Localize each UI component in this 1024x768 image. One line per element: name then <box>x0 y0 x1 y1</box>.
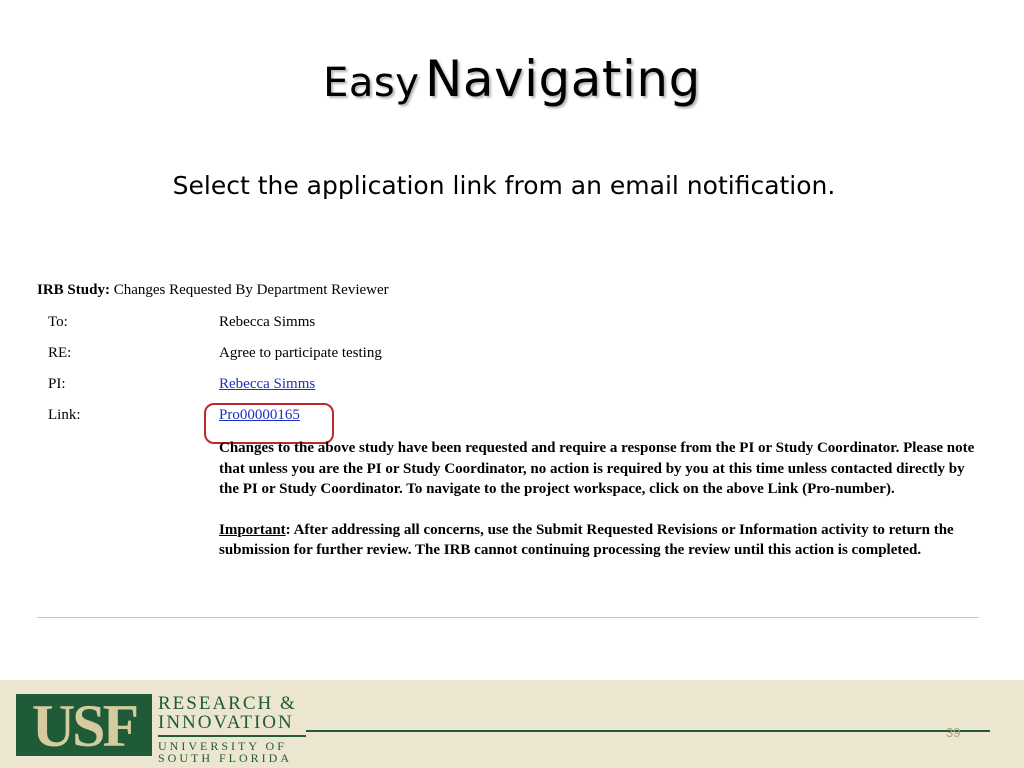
email-header-label: IRB Study: <box>37 282 110 298</box>
pi-link[interactable]: Rebecca Simms <box>219 376 316 392</box>
study-link[interactable]: Pro00000165 <box>219 407 300 423</box>
pi-label: PI: <box>48 376 66 392</box>
body-paragraph-1: Changes to the above study have been requested and require a response from the PI or Study Coordinator. Please note that unless you are the PI or Study Coordinator, no action is required by you at this time unless contacted directly by the PI or Study Coordinator. To navigate to the project workspace, click on the above Link (Pro-number). <box>219 440 975 497</box>
email-header-text: Changes Requested By Department Reviewer <box>113 282 389 298</box>
slide-number: 39 <box>946 725 961 740</box>
email-row-re <box>48 345 382 362</box>
content-divider <box>37 617 979 618</box>
re-label: RE: <box>48 345 72 361</box>
wordmark-line-4: SOUTH FLORIDA <box>158 751 293 765</box>
title-part-navigating: Navigating <box>425 50 701 108</box>
usf-logo: USF <box>16 694 152 756</box>
footer-rule <box>306 730 990 732</box>
email-row-link <box>48 407 300 424</box>
to-label: To: <box>48 314 68 330</box>
research-innovation-wordmark <box>158 694 306 764</box>
slide-subtitle: Select the application link from an email notification. <box>172 171 836 200</box>
re-value: Agree to participate testing <box>219 345 382 361</box>
email-header <box>37 282 389 299</box>
wordmark-line-2: INNOVATION <box>158 712 294 733</box>
important-label: Important <box>219 521 286 538</box>
wordmark-line-3: UNIVERSITY OF <box>158 739 287 753</box>
body-paragraph-2 <box>219 520 979 561</box>
important-text: : After addressing all concerns, use the Submit Requested Revisions or Information activity to return the submission for further review. The IRB cannot continuing processing the review until this action is completed. <box>219 521 954 558</box>
wordmark-line-1: RESEARCH & <box>158 693 297 714</box>
email-row-pi <box>48 376 316 393</box>
slide-title <box>0 50 1024 108</box>
footer <box>0 680 1024 768</box>
link-label: Link: <box>48 407 81 423</box>
email-body <box>219 438 979 561</box>
wordmark-rule <box>158 735 306 737</box>
to-value: Rebecca Simms <box>219 314 316 330</box>
email-row-to <box>48 314 316 331</box>
title-part-easy: Easy <box>323 60 420 106</box>
